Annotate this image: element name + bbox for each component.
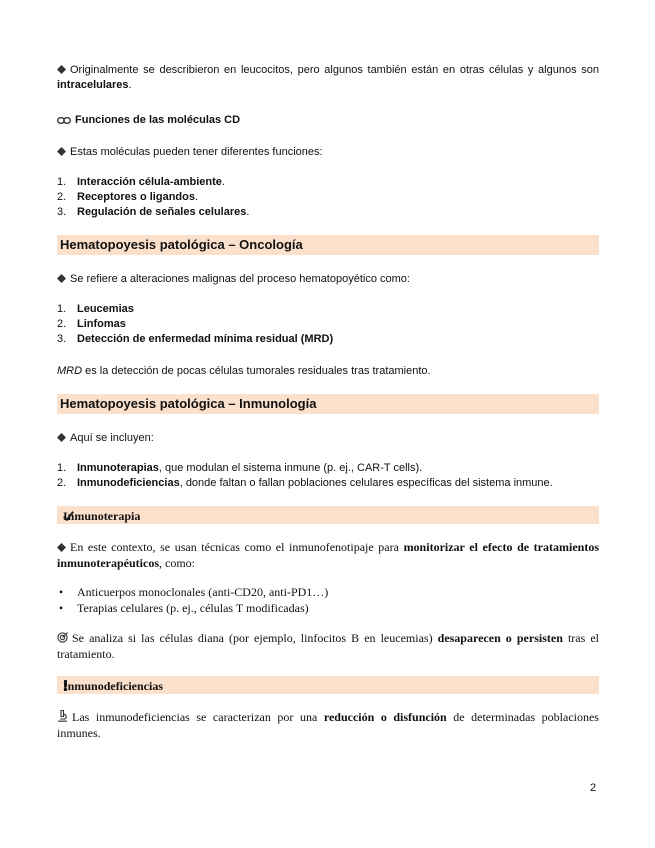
list-item: 2. Linfomas [57, 318, 126, 330]
oncology-lead: Se refiere a alteraciones malignas del proceso hematopoyético como: [57, 272, 599, 287]
target-icon [57, 630, 68, 646]
oncology-list [57, 302, 599, 347]
intro-paragraph: Originalmente se describieron en leucocitos, pero algunos también están en otras células y algunos son intracelulares. [57, 64, 599, 91]
list-item: 2. Receptores o ligandos. [57, 191, 199, 203]
list-item: 2. Inmunodeficiencias, donde faltan o fallan poblaciones celulares específicas del sistema inmune. [57, 477, 553, 489]
section-heading-immunology: Hematopoyesis patológica – Inmunología [57, 394, 599, 414]
immunotherapy-analysis: Se analiza si las células diana (por ejemplo, linfocitos B en leucemias) desaparecen o persisten tras el tratamiento. [57, 631, 599, 661]
section-heading-immunodeficiency: Inmunodeficiencias [57, 676, 599, 694]
page-number: 2 [590, 782, 597, 794]
immunotherapy-paragraph: En este contexto, se usan técnicas como el inmunofenotipaje para monitorizar el efecto de tratamientos inmunoterapéuticos, como: [57, 540, 600, 570]
functions-lead: Estas moléculas pueden tener diferentes funciones: [57, 145, 599, 160]
list-item: 1. Interacción célula-ambiente. [57, 176, 225, 188]
section-heading-immunotherapy: Inmunoterapia [57, 506, 599, 524]
link-icon [57, 113, 71, 128]
immunology-list [57, 461, 599, 491]
diamond-bullet-icon [57, 539, 66, 555]
section-heading-oncology: Hematopoyesis patológica – Oncología [57, 235, 599, 255]
list-item: 3. Regulación de señales celulares. [57, 206, 250, 218]
immunodeficiency-paragraph: Las inmunodeficiencias se caracterizan por una reducción o disfunción de determinadas poblaciones inmunes. [57, 710, 599, 740]
mrd-note: MRD es la detección de pocas células tumorales residuales tras tratamiento. [57, 365, 431, 377]
list-item: • Anticuerpos monoclonales (anti-CD20, anti-PD1…) [59, 585, 329, 599]
diamond-bullet-icon [57, 63, 66, 78]
diamond-bullet-icon [57, 145, 66, 160]
list-item: 1. Leucemias [57, 303, 134, 315]
diamond-bullet-icon [57, 431, 66, 446]
immunotherapy-bullets [57, 584, 599, 616]
list-item: 3. Detección de enfermedad mínima residual (MRD) [57, 333, 334, 345]
diamond-bullet-icon [57, 272, 66, 287]
microscope-icon [57, 709, 68, 725]
functions-list [57, 175, 599, 220]
list-item: • Terapias celulares (p. ej., células T modificadas) [59, 601, 309, 615]
functions-heading: Funciones de las moléculas CD [57, 113, 599, 128]
immunology-lead: Aquí se incluyen: [57, 431, 599, 446]
list-item: 1. Inmunoterapias, que modulan el sistema inmune (p. ej., CAR-T cells). [57, 462, 423, 474]
